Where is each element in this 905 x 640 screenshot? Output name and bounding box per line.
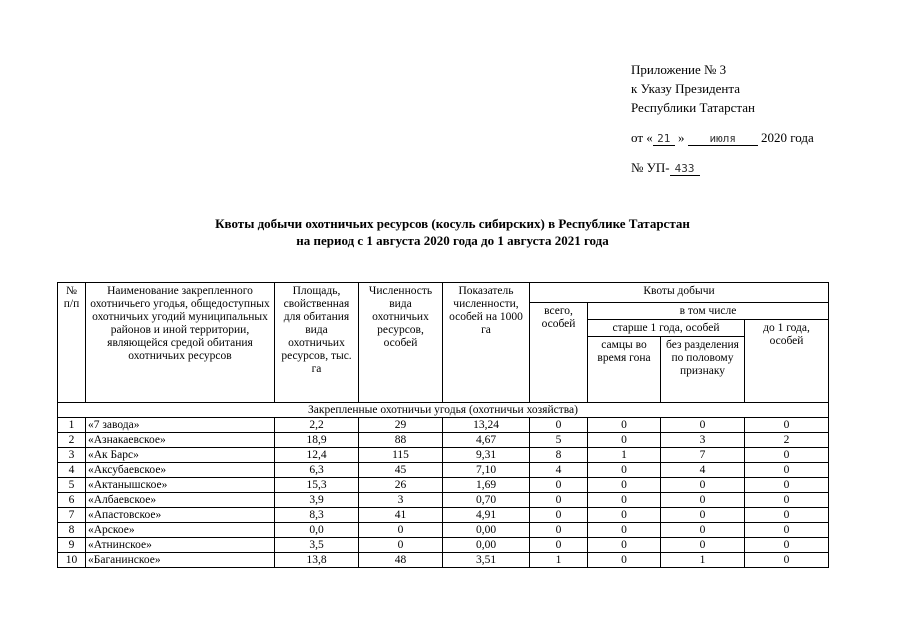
row-nosex: 0	[661, 478, 745, 493]
row-total: 1	[530, 553, 588, 568]
row-area: 13,8	[275, 553, 359, 568]
date-day: 21	[653, 132, 675, 146]
row-count: 29	[359, 418, 443, 433]
appendix-line: к Указу Президента	[631, 81, 740, 96]
date-month: июля	[688, 132, 758, 146]
row-name: «Ак Барс»	[86, 448, 275, 463]
table-row	[58, 448, 829, 463]
header-nosex: без разделения по половому признаку	[661, 337, 745, 403]
table-row	[58, 508, 829, 523]
row-name: «Баганинское»	[86, 553, 275, 568]
row-number: 4	[58, 463, 86, 478]
row-name: «Албаевское»	[86, 493, 275, 508]
table-row	[58, 433, 829, 448]
row-total: 0	[530, 523, 588, 538]
row-area: 15,3	[275, 478, 359, 493]
row-density: 0,00	[443, 538, 530, 553]
row-area: 8,3	[275, 508, 359, 523]
row-number: 10	[58, 553, 86, 568]
row-density: 3,51	[443, 553, 530, 568]
row-count: 48	[359, 553, 443, 568]
row-total: 0	[530, 418, 588, 433]
row-count: 3	[359, 493, 443, 508]
row-young: 0	[745, 493, 829, 508]
row-total: 8	[530, 448, 588, 463]
row-nosex: 7	[661, 448, 745, 463]
document-title	[0, 215, 905, 249]
row-density: 0,00	[443, 523, 530, 538]
row-count: 0	[359, 523, 443, 538]
appendix-block	[631, 60, 814, 177]
row-nosex: 0	[661, 418, 745, 433]
row-total: 0	[530, 508, 588, 523]
row-number: 1	[58, 418, 86, 433]
header-males: самцы во время гона	[588, 337, 661, 403]
row-total: 0	[530, 538, 588, 553]
row-males: 0	[588, 493, 661, 508]
row-count: 26	[359, 478, 443, 493]
row-total: 0	[530, 478, 588, 493]
row-name: «Апастовское»	[86, 508, 275, 523]
row-males: 0	[588, 523, 661, 538]
table-row	[58, 463, 829, 478]
header-young: до 1 года, особей	[745, 320, 829, 403]
row-nosex: 0	[661, 508, 745, 523]
row-area: 3,9	[275, 493, 359, 508]
appendix-line: Республики Татарстан	[631, 100, 755, 115]
header-quotas: Квоты добычи	[530, 283, 829, 303]
row-number: 9	[58, 538, 86, 553]
row-density: 4,67	[443, 433, 530, 448]
row-nosex: 4	[661, 463, 745, 478]
header-count: Численность вида охотничьих ресурсов, особей	[359, 283, 443, 403]
row-count: 41	[359, 508, 443, 523]
table-row	[58, 478, 829, 493]
row-males: 0	[588, 553, 661, 568]
row-young: 0	[745, 418, 829, 433]
row-area: 2,2	[275, 418, 359, 433]
decree-date: от « 21 » июля 2020 года	[631, 130, 814, 145]
appendix-line: Приложение № 3	[631, 62, 727, 77]
row-total: 4	[530, 463, 588, 478]
row-area: 6,3	[275, 463, 359, 478]
row-young: 2	[745, 433, 829, 448]
row-area: 18,9	[275, 433, 359, 448]
row-nosex: 0	[661, 523, 745, 538]
title-line: на период с 1 августа 2020 года до 1 августа 2021 года	[296, 233, 609, 248]
row-name: «Атнинское»	[86, 538, 275, 553]
row-density: 1,69	[443, 478, 530, 493]
row-young: 0	[745, 553, 829, 568]
row-density: 4,91	[443, 508, 530, 523]
row-number: 8	[58, 523, 86, 538]
row-total: 0	[530, 493, 588, 508]
table-row	[58, 553, 829, 568]
table-row	[58, 493, 829, 508]
row-count: 88	[359, 433, 443, 448]
row-males: 0	[588, 463, 661, 478]
header-num: № п/п	[58, 283, 86, 403]
row-name: «Арское»	[86, 523, 275, 538]
header-older: старше 1 года, особей	[588, 320, 745, 337]
row-area: 0,0	[275, 523, 359, 538]
row-number: 5	[58, 478, 86, 493]
row-nosex: 0	[661, 538, 745, 553]
row-young: 0	[745, 448, 829, 463]
table-row	[58, 523, 829, 538]
quota-table	[57, 282, 829, 568]
header-total: всего, особей	[530, 303, 588, 403]
row-area: 3,5	[275, 538, 359, 553]
row-young: 0	[745, 523, 829, 538]
row-number: 3	[58, 448, 86, 463]
row-area: 12,4	[275, 448, 359, 463]
row-density: 9,31	[443, 448, 530, 463]
row-young: 0	[745, 508, 829, 523]
row-number: 7	[58, 508, 86, 523]
row-density: 7,10	[443, 463, 530, 478]
row-total: 5	[530, 433, 588, 448]
row-males: 0	[588, 433, 661, 448]
row-number: 2	[58, 433, 86, 448]
decree-number-value: 433	[670, 162, 700, 176]
table-row	[58, 418, 829, 433]
decree-number: № УП- 433	[631, 158, 814, 177]
header-name: Наименование закрепленного охотничьего угодья, общедоступных охотничьих угодий муниципальных районов и иной территории, являющейся средой обитания охотничьих ресурсов	[86, 283, 275, 403]
header-area: Площадь, свойственная для обитания вида охотничьих ресурсов, тыс. га	[275, 283, 359, 403]
table-row	[58, 538, 829, 553]
header-including: в том числе	[588, 303, 829, 320]
row-nosex: 0	[661, 493, 745, 508]
row-density: 0,70	[443, 493, 530, 508]
row-name: «7 завода»	[86, 418, 275, 433]
header-density: Показатель численности, особей на 1000 га	[443, 283, 530, 403]
row-density: 13,24	[443, 418, 530, 433]
row-count: 45	[359, 463, 443, 478]
title-line: Квоты добычи охотничьих ресурсов (косуль сибирских) в Республике Татарстан	[215, 216, 690, 231]
row-nosex: 1	[661, 553, 745, 568]
row-name: «Азнакаевское»	[86, 433, 275, 448]
row-number: 6	[58, 493, 86, 508]
row-young: 0	[745, 478, 829, 493]
row-young: 0	[745, 463, 829, 478]
row-count: 115	[359, 448, 443, 463]
row-males: 0	[588, 418, 661, 433]
row-males: 1	[588, 448, 661, 463]
row-males: 0	[588, 478, 661, 493]
row-males: 0	[588, 538, 661, 553]
row-name: «Актанышское»	[86, 478, 275, 493]
row-males: 0	[588, 508, 661, 523]
row-young: 0	[745, 538, 829, 553]
row-name: «Аксубаевское»	[86, 463, 275, 478]
row-nosex: 3	[661, 433, 745, 448]
row-count: 0	[359, 538, 443, 553]
section-row: Закрепленные охотничьи угодья (охотничьи хозяйства)	[58, 403, 829, 418]
